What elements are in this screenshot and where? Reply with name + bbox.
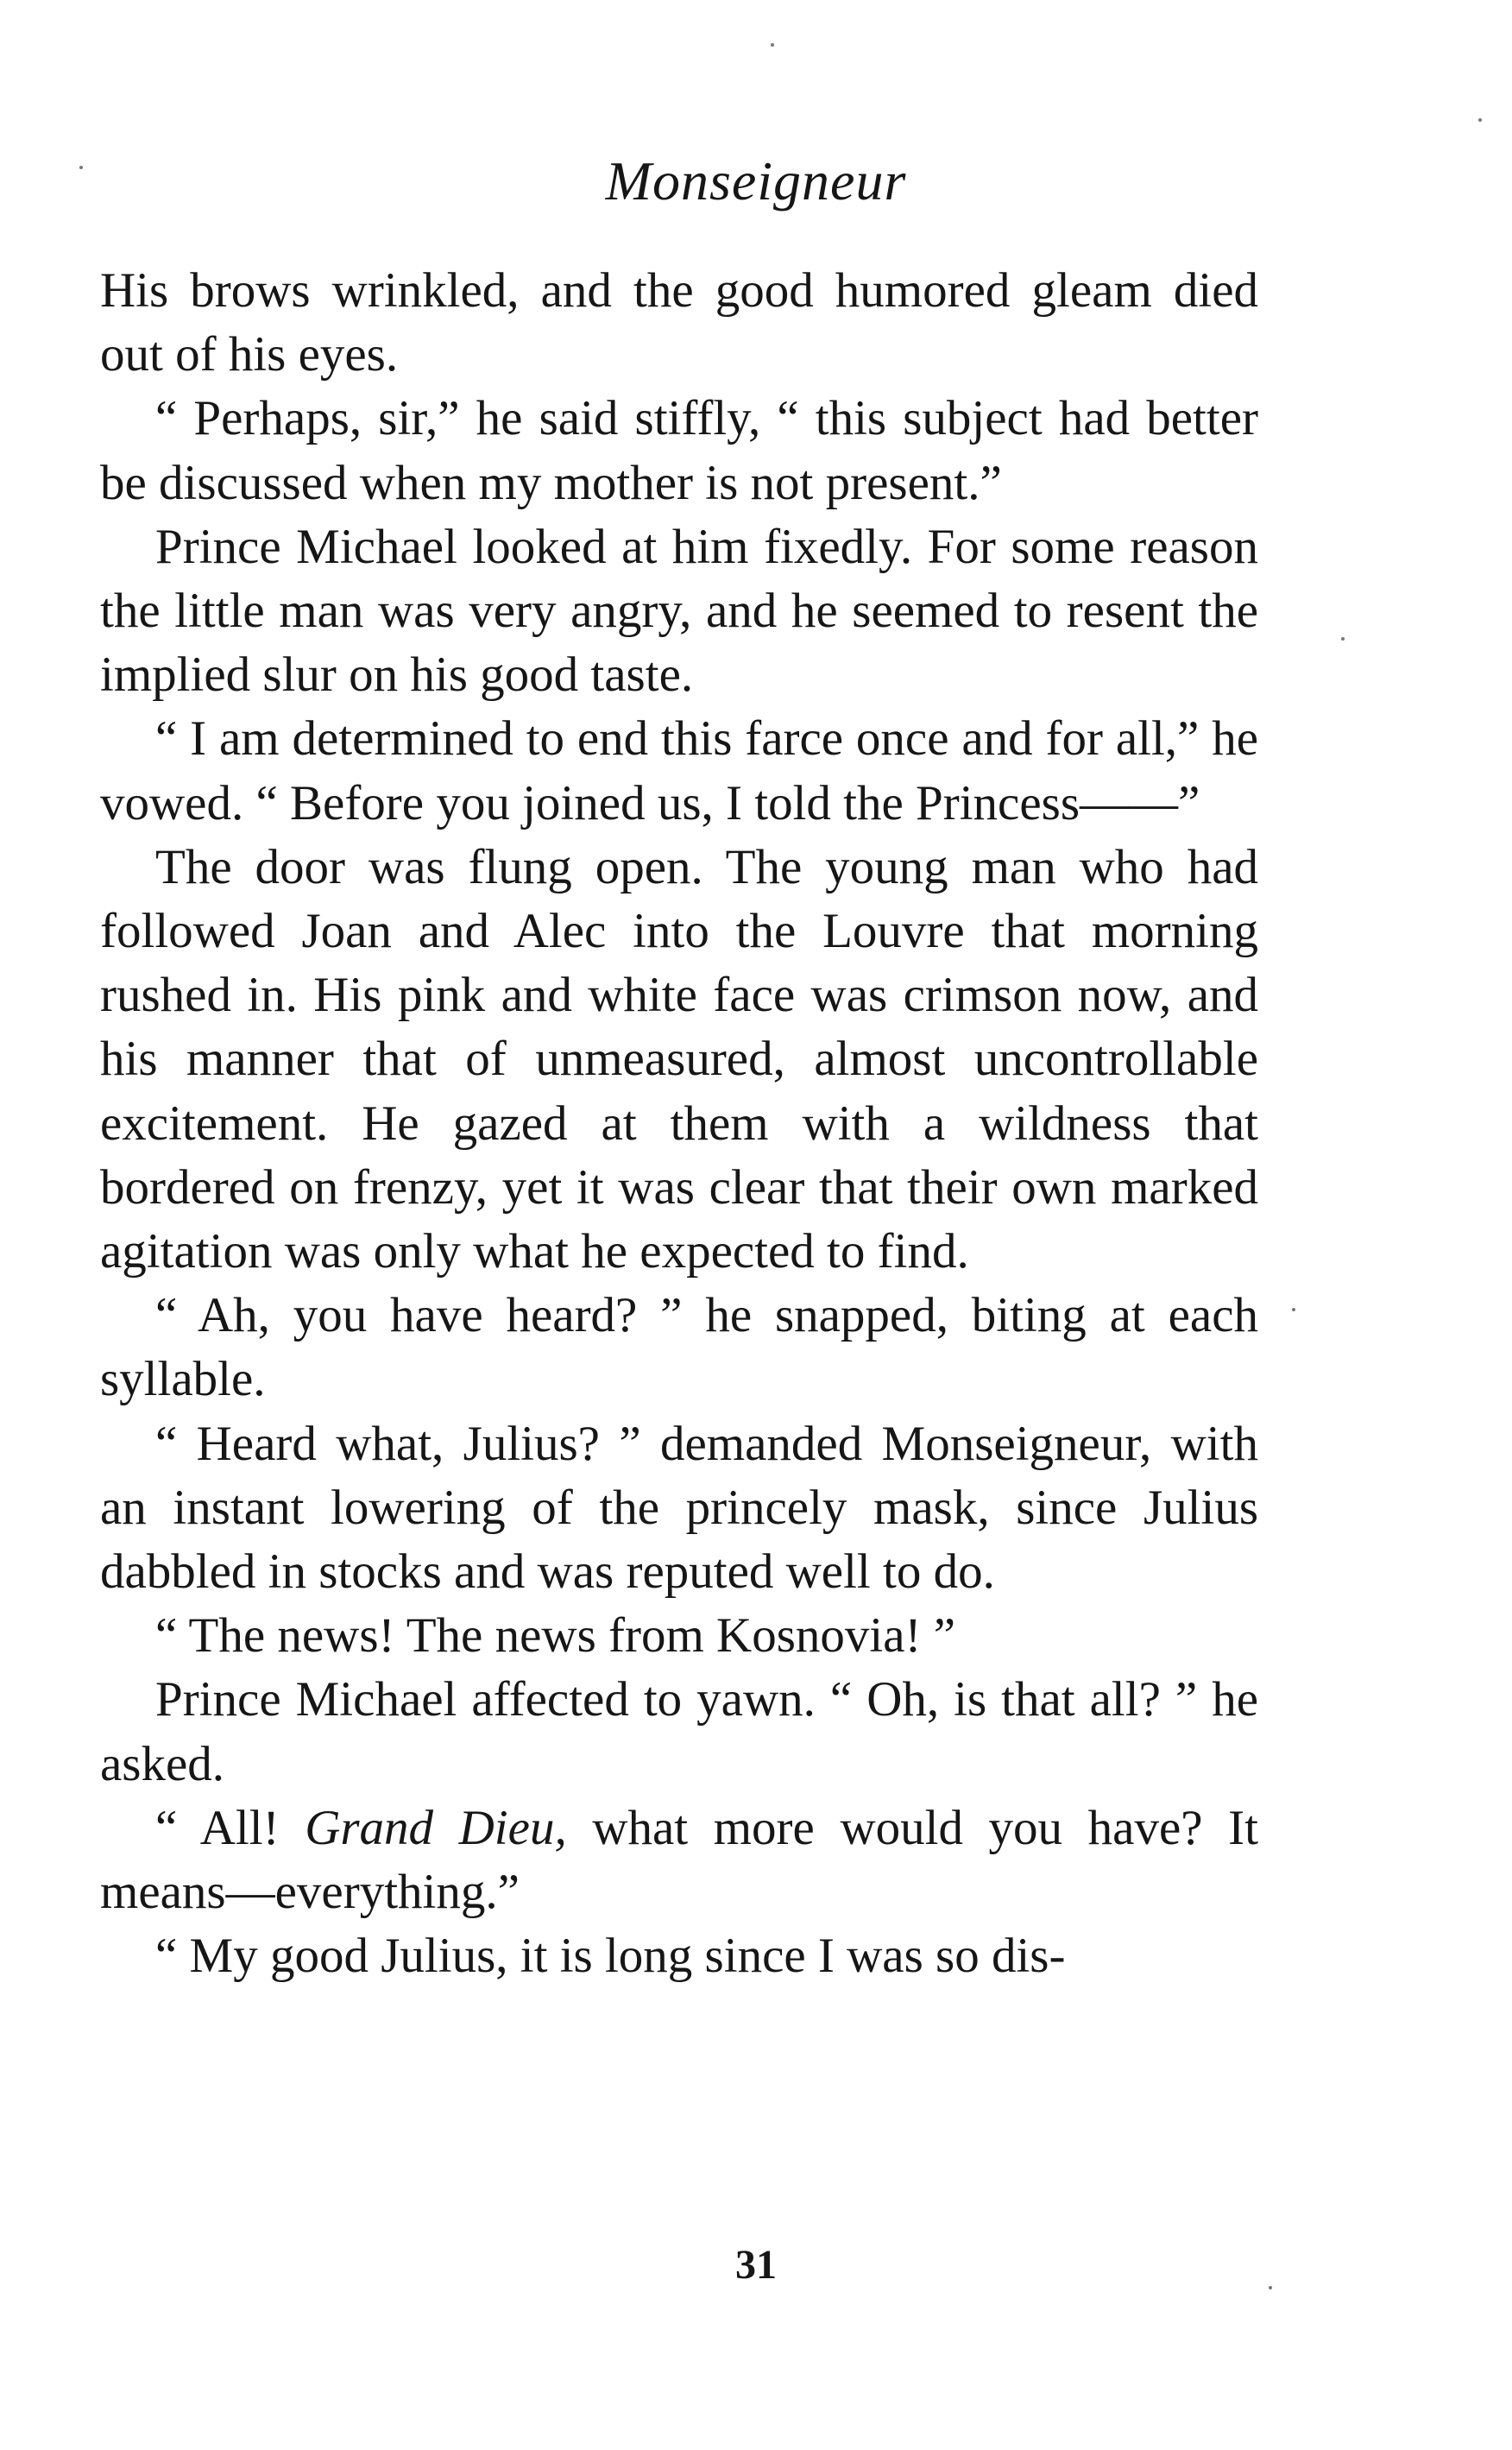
paragraph: “ The news! The news from Kosnovia! ”	[155, 1608, 956, 1664]
paragraph-all-open: “ All!	[155, 1800, 306, 1855]
paper-speck	[1269, 2286, 1272, 2289]
paragraph: Prince Michael looked at him fixedly. For some reason the little man was very angry, and he seemed to resent the implied slur on his good taste.	[100, 519, 1258, 703]
running-head: Monseigneur	[605, 150, 907, 212]
paragraph: Prince Michael affected to yawn. “ Oh, is that all? ” he asked.	[100, 1672, 1258, 1791]
paper-speck	[1292, 1308, 1295, 1311]
paper-speck	[1478, 118, 1482, 122]
paper-speck	[79, 166, 83, 169]
italic-phrase: Grand Dieu,	[305, 1800, 567, 1855]
paragraph: “ Perhaps, sir,” he said stiffly, “ this subject had better be discussed when my mother is not present.”	[100, 391, 1258, 510]
paper-speck	[771, 43, 774, 47]
last-paragraph: “ My good Julius, it is long since I was so dis-	[155, 1929, 1066, 1984]
paragraph: The door was flung open. The young man who had followed Joan and Alec into the Louvre that morning rushed in. His pink and white face was crimson now, and his manner that of unmeasured, almost uncontrollable excitement. He gazed at them with a wildness that bordered on frenzy, yet it was clear that their own marked agitation was only what he expected to find.	[100, 839, 1258, 1279]
paragraph: “ Heard what, Julius? ” demanded Monseigneur, with an instant lowering of the princely mask, since Julius dabbled in stocks and was reputed well to do.	[100, 1416, 1258, 1600]
paragraph-all	[100, 1796, 1258, 1924]
paragraph-all-close: what more would you have? It means—everything.”	[100, 1800, 1258, 1920]
body-text	[100, 259, 1258, 1988]
paragraph: His brows wrinkled, and the good humored gleam died out of his eyes.	[100, 263, 1258, 382]
paragraph: “ I am determined to end this farce once and for all,” he vowed. “ Before you joined us, I told the Princess——”	[100, 711, 1258, 830]
page-number: 31	[735, 2242, 777, 2288]
paragraph: “ Ah, you have heard? ” he snapped, biting at each syllable.	[100, 1288, 1258, 1407]
paper-speck	[1341, 637, 1345, 641]
